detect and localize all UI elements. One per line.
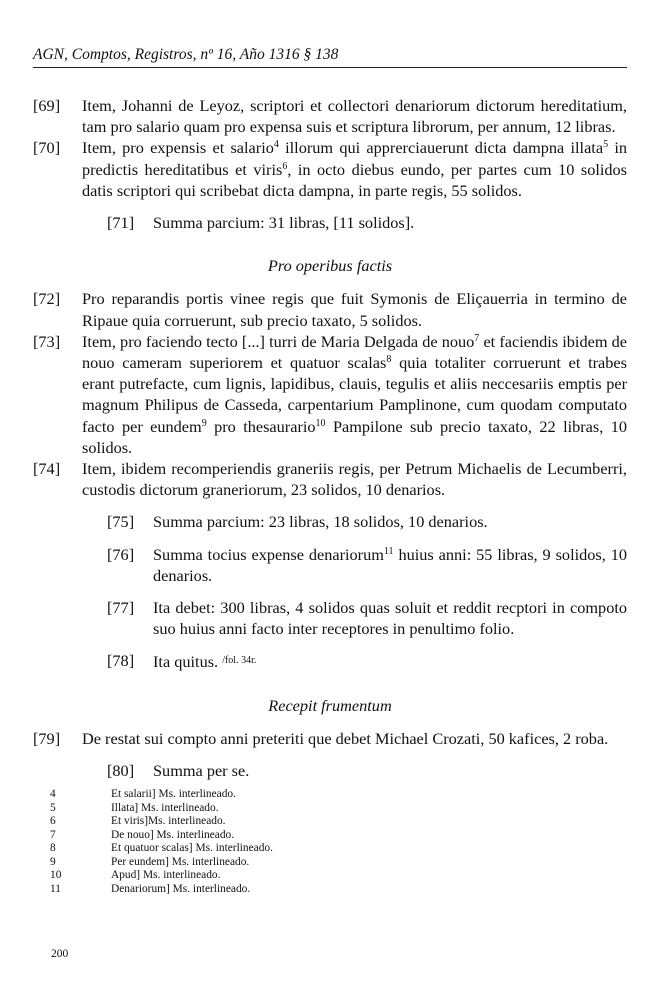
text-segment: Item, pro faciendo tecto [...] turri de Maria Delgada de nouo: [82, 331, 475, 351]
footnote-text: Et quatuor scalas] Ms. interlineado.: [111, 842, 273, 854]
footnote: [50, 829, 610, 843]
footnote-ref: 9: [201, 417, 207, 429]
footnote-ref: 4: [273, 139, 279, 151]
entry-text: [153, 650, 627, 672]
footnote-number: 7: [50, 828, 56, 841]
footnote-text: Et salarii] Ms. interlineado.: [111, 788, 236, 800]
footnote-number: 8: [50, 842, 56, 854]
entry-76: [107, 544, 627, 586]
text-segment: , in octo diebus eundo, per partes cum 10 solidos datis scriptori qui scribebat dicta dampna, in parte regis, 55 solidos.: [82, 159, 627, 200]
entry-70: [33, 137, 627, 201]
entry-text: Item, Johanni de Leyoz, scriptori et collectori denariorum dictorum hereditatium, tam pro salario quam pro expensa suis et scriptura librorum, per annum, 12 libras.: [82, 96, 627, 137]
footnote-number: 4: [50, 788, 56, 800]
footnote: [50, 883, 610, 897]
entry-text: Summa per se.: [153, 761, 250, 781]
entry-78: [107, 650, 627, 672]
entry-number: [69]: [33, 96, 61, 115]
footnote-number: 10: [50, 869, 62, 881]
entry-71: [107, 212, 627, 233]
running-header: AGN, Comptos, Registros, nº 16, Año 1316 § 138: [33, 46, 339, 63]
footnote-ref: 11: [383, 545, 394, 557]
footnote-text: Et viris]Ms. interlineado.: [111, 815, 226, 827]
entry-text: De restat sui compto anni preteriti que debet Michael Crozati, 50 kafices, 2 roba.: [82, 728, 609, 748]
footnote: [50, 788, 610, 802]
footnote-number: 6: [50, 815, 56, 827]
entry-69: [33, 95, 627, 137]
entry-number: [70]: [33, 138, 61, 158]
text-segment: illorum qui apprerciauerunt dicta dampna illata: [278, 138, 604, 158]
entry-74: [33, 458, 627, 500]
footnote: [50, 869, 610, 883]
section-heading-recepit: Recepit frumentum: [268, 695, 392, 715]
entry-text: Pro reparandis portis vinee regis que fuit Symonis de Eliçauerria in termino de Ripaue quia corruerunt, sub precio taxato, 5 solidos.: [82, 289, 627, 330]
text-segment: huius anni: 55 libras, 9 solidos, 10 denarios.: [153, 544, 628, 585]
text-segment: Ita quitus.: [153, 652, 219, 672]
entry-number: [73]: [33, 331, 61, 351]
entry-number: [77]: [107, 598, 135, 618]
entry-number: [72]: [33, 289, 61, 309]
footnote-number: 9: [50, 855, 56, 868]
footnote-number: 11: [50, 882, 61, 895]
section-heading-pro-operibus: Pro operibus factis: [267, 256, 393, 276]
footnote: [50, 815, 610, 829]
entry-number: [76]: [107, 544, 135, 564]
text-segment: Item, pro expensis et salario: [82, 138, 274, 158]
entry-77: [107, 597, 627, 639]
main-text: [33, 95, 627, 781]
footnote-text: Apud] Ms. interlineado.: [111, 869, 221, 881]
entry-text: Ita debet: 300 libras, 4 solidos quas soluit et reddit recptori in compoto suo huius anni facto inter receptores in penultimo folio.: [153, 598, 627, 639]
entry-79: [33, 728, 627, 749]
text-segment: quia totaliter corruerunt et trabes erant putrefacte, cum lignis, lapidibus, clauis, tegulis et aliis neccesariis emptis per magnum Philipus de Casseda, carpentarium Pamplinone, cum quodam computato facto per eundem: [82, 353, 627, 436]
entry-text: Summa parcium: 31 libras, [11 solidos].: [153, 213, 415, 233]
footnote-ref: 6: [282, 160, 288, 172]
footnote-ref: 8: [386, 354, 392, 366]
text-segment: Pampilone sub precio taxato, 22 libras, 10 solidos.: [82, 416, 627, 457]
footnote-number: 5: [50, 801, 56, 814]
footnotes: [50, 788, 610, 896]
footnote: [50, 842, 610, 856]
text-segment: in predictis hereditatibus et viris: [82, 138, 627, 179]
footnote-text: De nouo] Ms. interlineado.: [111, 828, 235, 841]
footnote: [50, 856, 610, 870]
entry-72: [33, 288, 627, 330]
entry-number: [80]: [107, 761, 135, 781]
entry-text: [82, 137, 627, 201]
entry-number: [79]: [33, 728, 61, 748]
entry-text: [82, 331, 627, 458]
entry-text: Item, ibidem recomperiendis graneriis regis, per Petrum Michaelis de Lecumberri, custodis dictorum graneriorum, 23 solidos, 10 denarios.: [82, 459, 627, 500]
folio-marker: /fol. 34r.: [222, 655, 257, 667]
text-segment: pro thesaurario: [206, 416, 316, 436]
footnote-text: Denariorum] Ms. interlineado.: [111, 882, 251, 895]
footnote-text: Per eundem] Ms. interlineado.: [111, 855, 250, 868]
footnote-ref: 5: [603, 139, 609, 151]
entry-73: [33, 331, 627, 458]
text-segment: Summa tocius expense denariorum: [153, 544, 384, 564]
entry-text: [153, 544, 627, 586]
entry-75: [107, 511, 627, 532]
footnote: [50, 802, 610, 816]
entry-number: [75]: [107, 512, 135, 532]
header-rule: [33, 67, 627, 68]
footnote-ref: 7: [474, 332, 480, 344]
entry-number: [78]: [107, 651, 135, 671]
footnote-text: Illata] Ms. interlineado.: [111, 801, 219, 814]
entry-number: [71]: [107, 213, 135, 233]
footnote-ref: 10: [315, 417, 326, 429]
entry-number: [74]: [33, 459, 61, 479]
page-number: 200: [51, 948, 69, 960]
entry-80: [107, 760, 627, 781]
text-segment: et faciendis ibidem de nouo cameram superiorem et quatuor scalas: [82, 331, 627, 373]
entry-text: Summa parcium: 23 libras, 18 solidos, 10 denarios.: [153, 512, 488, 532]
